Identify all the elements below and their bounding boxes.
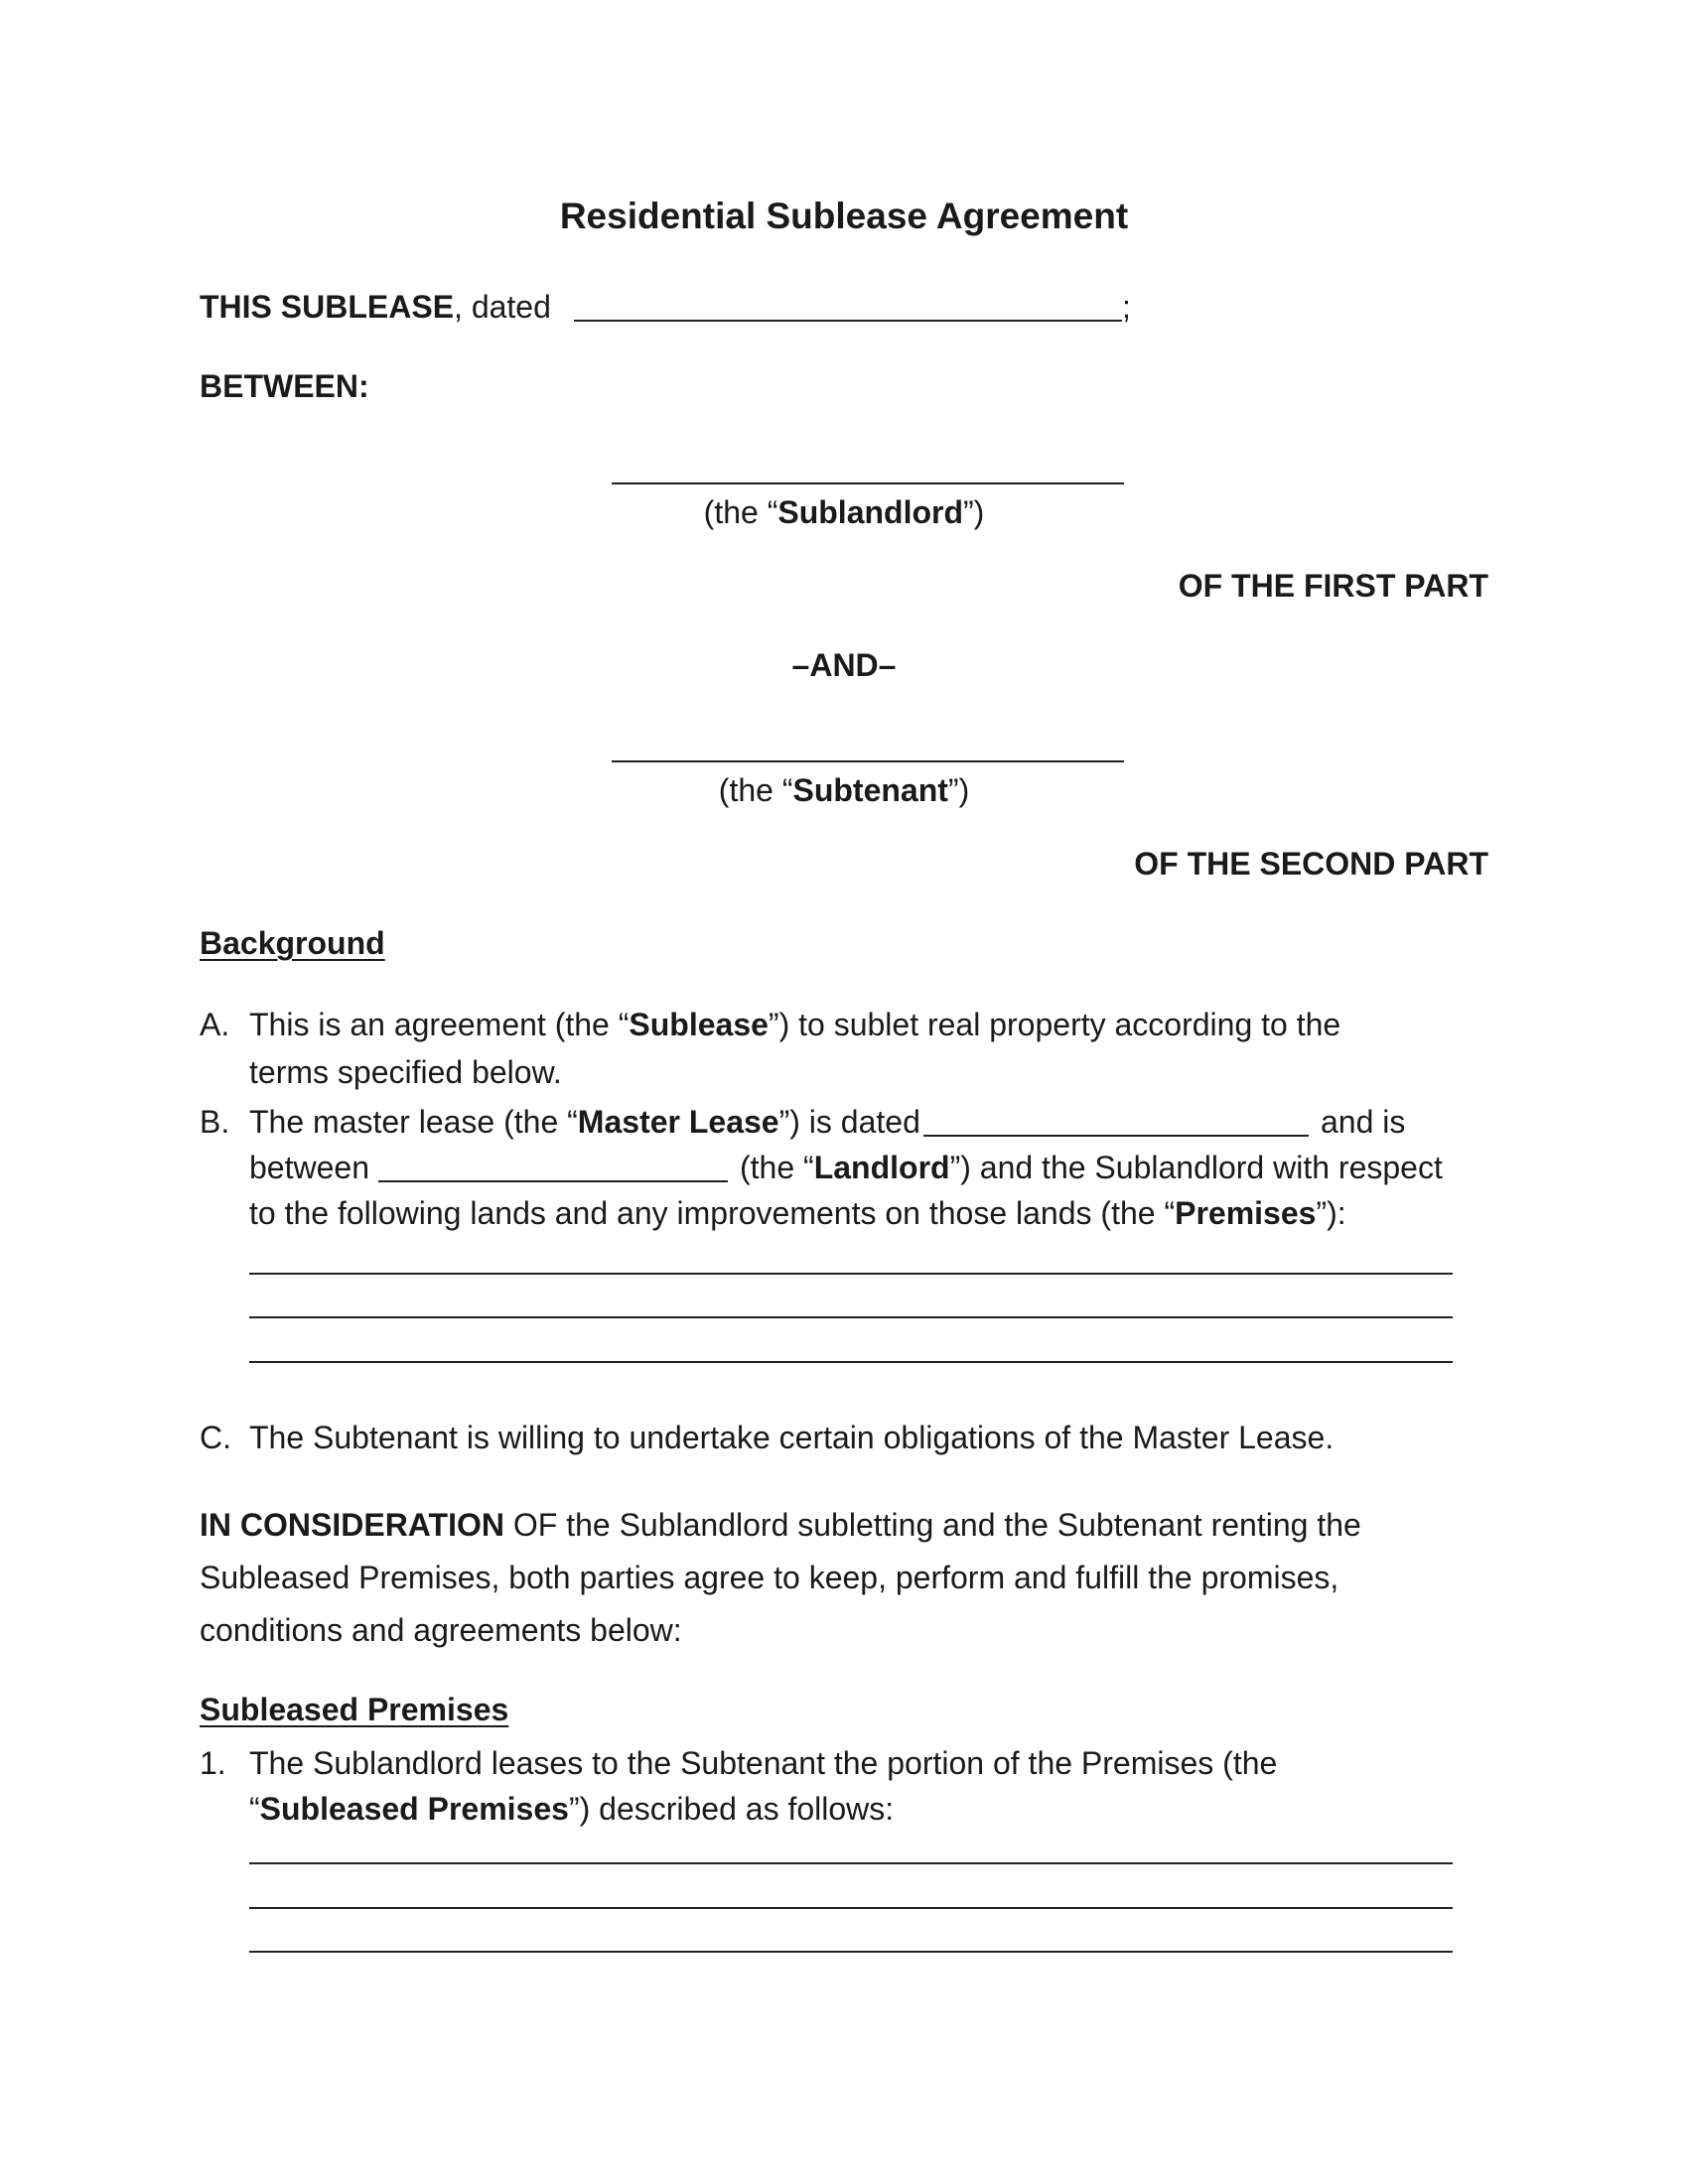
item-1-line2 [249,1789,894,1829]
sublandlord-name-blank[interactable] [612,482,1124,484]
date-blank[interactable] [574,320,1122,322]
intro-semicolon: ; [1122,289,1131,325]
consideration-text: OF the Sublandlord subletting and the Subtenant renting the Subleased Premises, both parties agree to keep, perform and fulfill the promises, conditions and agreements below: [200,1507,1361,1648]
subleased-premises-heading: Subleased Premises [200,1692,509,1727]
sublandlord-caption [0,492,1688,532]
item-a-line1 [249,1005,1340,1044]
subtenant-caption [0,770,1688,810]
item-a-pre: This is an agreement (the “ [249,1007,630,1042]
background-heading: Background [200,925,385,961]
item-b-landlord-pre: (the “ [740,1150,814,1185]
intro-lead: THIS SUBLEASE [200,289,455,325]
subtenant-name-blank[interactable] [612,760,1124,762]
subleased-premises-blank-line[interactable] [249,1862,1453,1864]
item-b-line2-rest [740,1148,1443,1187]
item-1-marker: 1. [200,1745,226,1781]
item-c-marker: C. [200,1420,231,1455]
item-b-line1 [249,1102,920,1142]
item-b-marker: B. [200,1104,230,1140]
premises-blank-line[interactable] [249,1316,1453,1318]
item-b-line3 [249,1193,1346,1233]
item-a-post: ”) to sublet real property according to the [768,1007,1341,1042]
item-b-and-is: and is [1321,1104,1406,1140]
item-b-term: Master Lease [577,1104,779,1140]
item-b-premises-pre: to the following lands and any improvements on those lands (the “ [249,1195,1176,1231]
item-1-post: ”) described as follows: [568,1791,895,1827]
item-b-post: ”) is dated [778,1104,920,1140]
consideration-paragraph [200,1499,1490,1657]
item-b-landlord-post: ”) and the Sublandlord with respect [949,1150,1443,1185]
document-title: Residential Sublease Agreement [559,196,1129,236]
intro-line [200,287,551,327]
item-b-landlord-term: Landlord [813,1150,950,1185]
subtenant-term: Subtenant [792,772,948,808]
first-part-label: OF THE FIRST PART [1178,568,1488,604]
item-a-line2: terms specified below. [249,1054,562,1090]
item-b-between: between [249,1150,369,1185]
item-b-pre: The master lease (the “ [249,1104,578,1140]
landlord-name-blank[interactable] [378,1180,728,1182]
master-lease-date-blank[interactable] [923,1135,1309,1137]
item-b-premises-term: Premises [1175,1195,1317,1231]
item-1-term: Subleased Premises [259,1791,569,1827]
item-1-line1: The Sublandlord leases to the Subtenant the portion of the Premises (the [249,1745,1278,1781]
item-a-term: Sublease [629,1007,769,1042]
subtenant-pre: (the “ [718,772,793,808]
premises-blank-line[interactable] [249,1273,1453,1275]
subleased-premises-blank-line[interactable] [249,1951,1453,1953]
item-c-text: The Subtenant is willing to undertake certain obligations of the Master Lease. [249,1420,1335,1455]
sublandlord-term: Sublandlord [777,494,964,530]
intro-dated: , dated [454,289,551,325]
item-a-marker: A. [200,1007,230,1042]
premises-blank-line[interactable] [249,1361,1453,1363]
item-b-premises-post: ”): [1316,1195,1346,1231]
between-label: BETWEEN: [200,368,369,404]
sublandlord-pre: (the “ [703,494,778,530]
second-part-label: OF THE SECOND PART [1134,846,1488,882]
sublandlord-post: ”) [963,494,985,530]
and-separator: –AND– [791,647,897,683]
subtenant-post: ”) [947,772,970,808]
subleased-premises-blank-line[interactable] [249,1907,1453,1909]
consideration-lead: IN CONSIDERATION [200,1507,504,1543]
item-1-pre: “ [249,1791,260,1827]
